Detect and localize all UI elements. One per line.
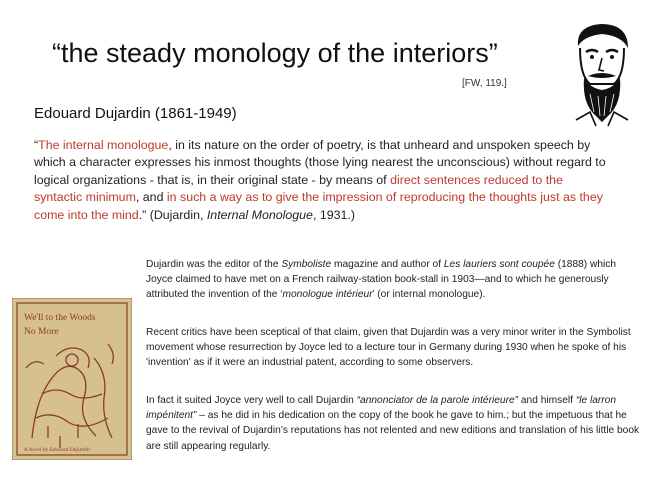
paragraph-recent-critics: Recent critics have been sceptical of that claim, given that Dujardin was a very minor writer in the Symbolist movement whose resurrection by Joyce led to a lecture tour in Germany during 1930 when he spoke of his 'invention' as if it were an industrial patent, according to some observers.: [146, 327, 631, 369]
quote-text-2: , and: [135, 190, 167, 205]
quote-highlight-internal-monologue: The internal monologue: [38, 138, 169, 152]
p1-book-title: Les lauriers sont coupée: [443, 259, 555, 270]
slide-title: “the steady monology of the interiors”: [52, 38, 498, 68]
p1-text-c: magazine and author of: [331, 259, 444, 270]
author-name-dates: Edouard Dujardin (1861-1949): [34, 105, 237, 122]
p1-text-e: (1888) which Joyce claimed to have met on a French railway-station book-stall in 1903—and to which he generously attributed the invention of the ‘: [146, 259, 617, 301]
p1-text-g: ’ (or internal monologue).: [372, 289, 486, 301]
p3-text-e: – as he did in his dedication on the copy of the book he gave to him.; but the impetuous that he gave to the revival of Dujardin’s reputations has not relented and new editions and translation of his little book are still appearing regularly.: [146, 410, 640, 452]
quote-text-1: , in its nature on the order of poetry, is that unheard and unspoken speech by which a character expresses his inmost thoughts (those lying nearest the unconscious) without regard to logical organizations - that is, in their original state - by means of: [34, 138, 606, 187]
p1-monologue-interieur: monologue intérieur: [282, 289, 373, 301]
book-cover-image: [12, 298, 132, 460]
quote-highlight-direct-sentences: direct sentences reduced to the syntactic minimum: [34, 172, 563, 205]
internal-monologue-quote: [34, 137, 609, 224]
book-cover-footer: A Novel by Edouard Dujardin: [24, 447, 90, 453]
quote-open-mark: “: [34, 138, 39, 152]
paragraph-editor-symboliste: [146, 257, 644, 303]
p3-annonciator: “annonciator de la parole intérieure”: [356, 395, 519, 406]
quote-text-3: .” (Dujardin,: [138, 207, 207, 222]
book-cover-title-line1: We'll to the Woods: [24, 313, 96, 323]
p3-larron: “le larron impénitent”: [146, 395, 617, 422]
paragraph-joyce-dedication: [146, 393, 644, 454]
p3-text-c: and himself: [518, 395, 576, 406]
quote-highlight-impression: in such a way as to give the impression of reproducing the thoughts just as they come into the mind: [34, 190, 603, 222]
quote-source-year: , 1931.): [312, 207, 355, 222]
quote-source-title: Internal Monologue: [206, 207, 313, 222]
dujardin-portrait-sketch: [556, 16, 648, 128]
p3-text-a: In fact it suited Joyce very well to call Dujardin: [146, 395, 357, 406]
book-cover-title-line2: No More: [24, 327, 59, 337]
p1-text-a: Dujardin was the editor of the: [146, 259, 282, 270]
finnegans-wake-citation: [FW, 119.]: [462, 78, 507, 89]
p1-symboliste: Symboliste: [281, 259, 332, 270]
